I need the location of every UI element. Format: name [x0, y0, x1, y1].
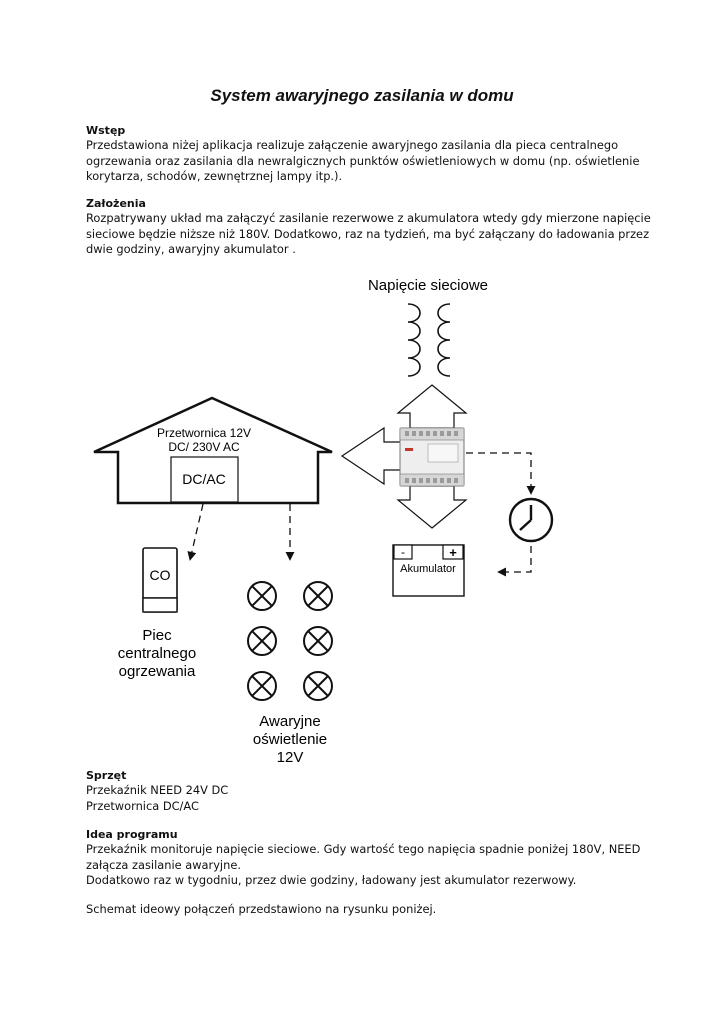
up-arrow-icon: [398, 385, 466, 428]
left-arrow-icon: [342, 428, 404, 484]
assumptions-line: dwie godziny, awaryjny akumulator .: [86, 242, 296, 257]
lighting-label-line: oświetlenie: [252, 731, 328, 748]
converter-label-2: DC/ 230V AC: [168, 440, 240, 454]
program-line: Dodatkowo raz w tygodniu, przez dwie godziny, ładowany jest akumulator rezerwowy.: [86, 873, 577, 888]
lamp-icon: [248, 582, 276, 610]
lamp-icon: [248, 672, 276, 700]
program-paragraph: [86, 842, 646, 889]
equipment-list: [86, 783, 646, 814]
equipment-item: Przetwornica DC/AC: [86, 798, 199, 813]
converter-label-1: Przetwornica 12V: [156, 426, 252, 440]
converter-to-furnace-line: [190, 504, 203, 560]
intro-line: Przedstawiona niżej aplikacja realizuje załączenie awaryjnego zasilania dla pieca centralnego: [86, 138, 619, 152]
intro-heading: Wstęp: [86, 124, 126, 137]
program-line: załącza zasilanie awaryjne.: [86, 857, 241, 872]
lamp-icon: [304, 582, 332, 610]
transformer-coil-icon: [438, 304, 450, 376]
lighting-label-line: 12V: [276, 749, 304, 766]
relay-module: [400, 428, 464, 486]
lamp-icon: [304, 672, 332, 700]
furnace-label-line: Piec: [142, 627, 172, 644]
intro-line: korytarza, schodów, zewnętrznej lampy itp.).: [86, 169, 343, 184]
furnace-label-line: ogrzewania: [118, 663, 196, 680]
clock-icon: [510, 499, 552, 541]
mains-label: Napięcie sieciowe: [367, 277, 489, 294]
co-label: CO: [149, 567, 171, 583]
assumptions-line: Rozpatrywany układ ma załączyć zasilanie rezerwowe z akumulatora wtedy gdy mierzone napięcie: [86, 211, 651, 225]
down-arrow-icon: [398, 486, 466, 528]
battery-minus-label: -: [401, 545, 405, 559]
transformer-coil-icon: [408, 304, 420, 376]
equipment-item: Przekaźnik NEED 24V DC: [86, 783, 229, 797]
battery-label: Akumulator: [400, 563, 456, 575]
relay-to-clock-line: [466, 453, 531, 494]
intro-line: ogrzewania oraz zasilania dla newralgicznych punktów oświetleniowych w domu (np. oświetlenie: [86, 153, 640, 168]
assumptions-line: sieciowe będzie niższe niż 180V. Dodatkowo, raz na tydzień, ma być załączany do ładowania przez: [86, 226, 650, 241]
clock-to-battery-line: [498, 546, 531, 572]
document-title: System awaryjnego zasilania w domu: [210, 86, 514, 105]
footer-line: Schemat ideowy połączeń przedstawiono na rysunku poniżej.: [86, 902, 437, 916]
assumptions-heading: Założenia: [86, 197, 146, 210]
equipment-heading: Sprzęt: [86, 769, 127, 782]
lighting-label-line: Awaryjne: [259, 713, 321, 730]
furnace-label-line: centralnego: [117, 645, 197, 662]
program-line: Przekaźnik monitoruje napięcie sieciowe. Gdy wartość tego napięcia spadnie poniżej 180V, NEED: [86, 842, 641, 856]
dcac-label: DC/AC: [182, 471, 226, 487]
lamp-icon: [304, 627, 332, 655]
battery-plus-label: +: [449, 545, 457, 560]
lamp-icon: [248, 627, 276, 655]
program-heading: Idea programu: [86, 828, 178, 841]
